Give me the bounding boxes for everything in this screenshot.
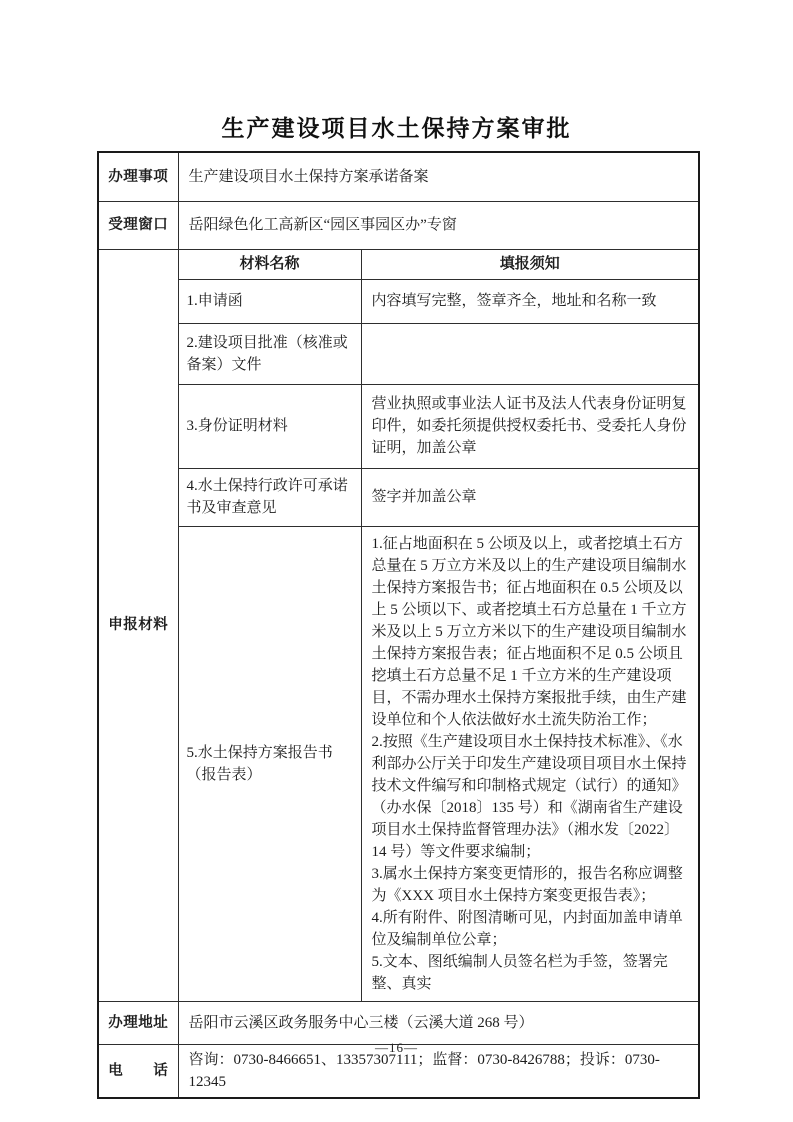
material-name: 5.水土保持方案报告书（报告表）: [178, 526, 361, 1001]
accept-window-label: 受理窗口: [98, 201, 178, 249]
material-note: 内容填写完整，签章齐全，地址和名称一致: [361, 279, 699, 323]
address-value: 岳阳市云溪区政务服务中心三楼（云溪大道 268 号）: [178, 1001, 699, 1044]
row-materials-header: [98, 249, 699, 279]
material-row-commitment-letter: [98, 468, 699, 526]
row-accept-window: [98, 201, 699, 249]
material-name: 3.身份证明材料: [178, 384, 361, 468]
material-note: [361, 323, 699, 384]
materials-section-label: 申报材料: [98, 249, 178, 1001]
materials-note-column-header: 填报须知: [361, 249, 699, 279]
row-handling-address: [98, 1001, 699, 1044]
address-label: 办理地址: [98, 1001, 178, 1044]
approval-form-table: [97, 151, 700, 1099]
material-row-conservation-plan-report: [98, 526, 699, 1001]
material-note: 营业执照或事业法人证书及法人代表身份证明复印件，如委托须提供授权委托书、受委托人身份证明，加盖公章: [361, 384, 699, 468]
note-paragraph-3: 3.属水土保持方案变更情形的，报告名称应调整为《XXX 项目水土保持方案变更报告表》；: [371, 865, 683, 904]
materials-name-column-header: 材料名称: [178, 249, 361, 279]
phone-value: 咨询：0730-8466651、13357307111；监督：0730-8426788；投诉：0730-12345: [178, 1044, 699, 1098]
row-handling-item: [98, 152, 699, 201]
material-name: 1.申请函: [178, 279, 361, 323]
page-number: —16—: [375, 1040, 418, 1055]
material-name: 4.水土保持行政许可承诺书及审查意见: [178, 468, 361, 526]
page-title: 生产建设项目水土保持方案审批: [221, 116, 572, 141]
material-row-identity-proof: [98, 384, 699, 468]
note-paragraph-5: 5.文本、图纸编制人员签名栏为手签，签署完整、真实: [371, 953, 668, 992]
note-paragraph-4: 4.所有附件、附图清晰可见，内封面加盖申请单位及编制单位公章；: [371, 909, 683, 948]
note-paragraph-1: 1.征占地面积在 5 公顷及以上，或者挖填土石方总量在 5 万立方米及以上的生产建设项目编制水土保持方案报告书；征占地面积在 0.5 公顷及以上 5 公顷以下、或者挖填土石方总量在 1 千立方米及以上 5 万立方米以下的生产建设项目编制水土保持方案报告表；征占地面积不足 0.5 公顷且挖填土石方总量不足 1 千立方米的生产建设项目，不需办理水土保持方案报批手续，由生产建设单位和个人依法做好水土流失防治工作；: [371, 535, 687, 728]
material-note: [361, 526, 699, 1001]
material-row-application-letter: [98, 279, 699, 323]
note-paragraph-2: 2.按照《生产建设项目水土保持技术标准》、《水利部办公厅关于印发生产建设项目项目水土保持技术文件编写和印制格式规定（试行）的通知》（办水保〔2018〕135 号）和《湖南省生产建设项目水土保持监督管理办法》（湘水发〔2022〕14 号）等文件要求编制；: [371, 733, 687, 860]
material-row-project-approval-document: [98, 323, 699, 384]
accept-window-value: 岳阳绿色化工高新区“园区事园区办”专窗: [178, 201, 699, 249]
handling-item-label: 办理事项: [98, 152, 178, 201]
material-note: 签字并加盖公章: [361, 468, 699, 526]
phone-label: 电 话: [98, 1044, 178, 1098]
handling-item-value: 生产建设项目水土保持方案承诺备案: [178, 152, 699, 201]
material-name: 2.建设项目批准（核准或备案）文件: [178, 323, 361, 384]
